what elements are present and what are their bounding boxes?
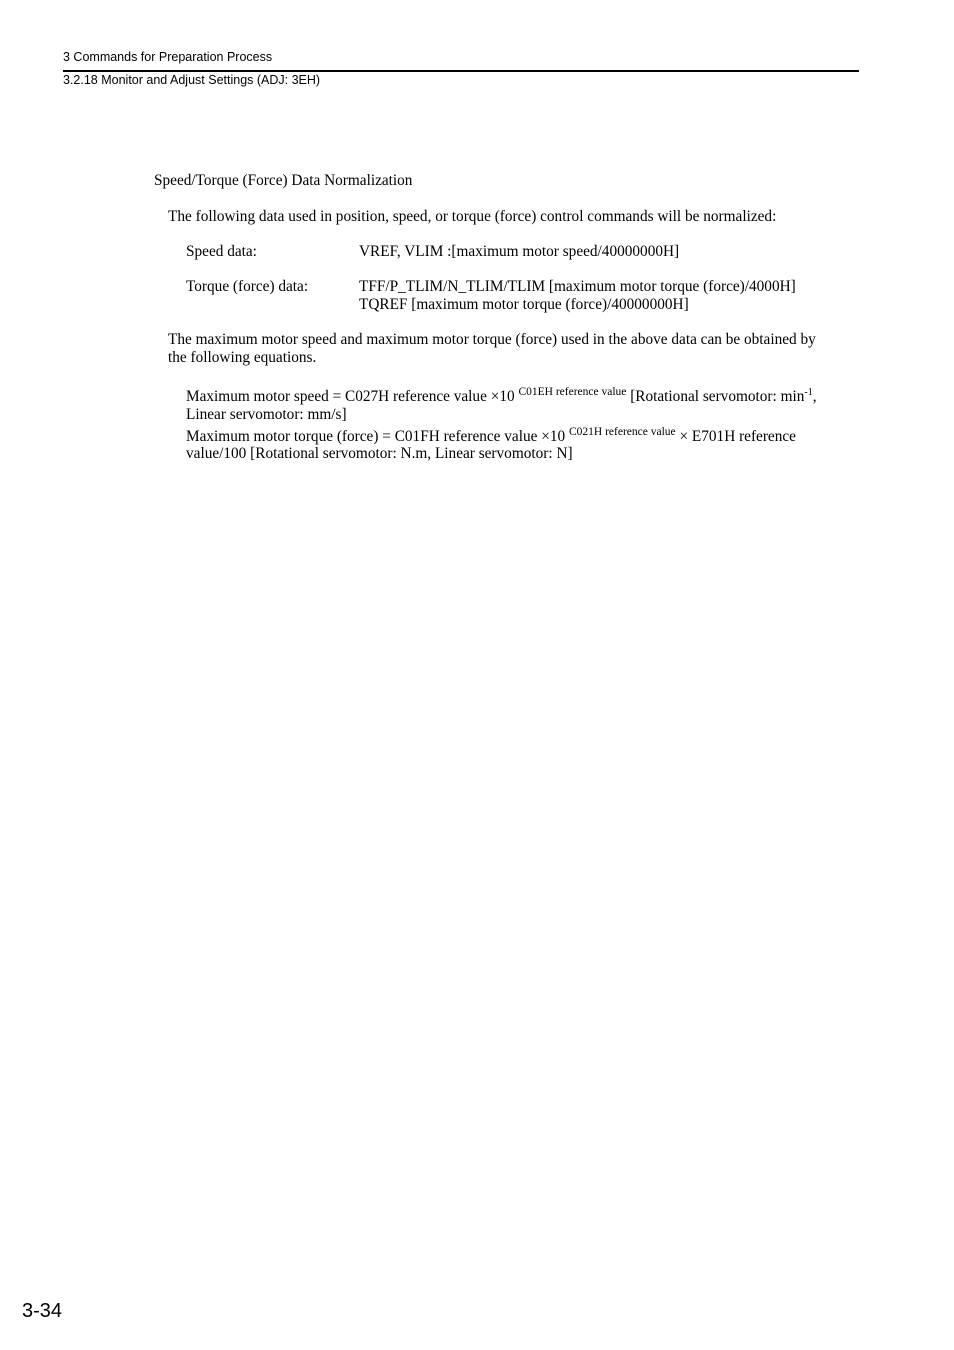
torque-equation-tail: × E701H reference — [675, 428, 796, 445]
speed-equation-exponent: C01EH reference value — [518, 386, 627, 398]
page-number: 3-34 — [22, 1300, 63, 1322]
torque-equation-exponent: C021H reference value — [569, 426, 676, 438]
speed-equation-line-1 — [186, 388, 817, 408]
torque-data-label: Torque (force) data: — [186, 278, 309, 295]
intro-paragraph: The following data used in position, speed, or torque (force) control commands will be normalized: — [168, 208, 777, 225]
speed-equation-unit-exponent: -1 — [804, 387, 813, 398]
speed-data-value: VREF, VLIM :[maximum motor speed/40000000H] — [359, 243, 680, 260]
speed-data-label: Speed data: — [186, 243, 257, 260]
torque-equation-base: Maximum motor torque (force) = C01FH reference value ×10 — [186, 428, 566, 445]
speed-equation-line-2: Linear servomotor: mm/s] — [186, 406, 347, 423]
header-chapter: 3 Commands for Preparation Process — [63, 50, 273, 64]
header-rule — [63, 70, 859, 72]
torque-equation-line-2: value/100 [Rotational servomotor: N.m, Linear servomotor: N] — [186, 445, 573, 462]
header-section: 3.2.18 Monitor and Adjust Settings (ADJ: 3EH) — [63, 73, 321, 87]
torque-data-value-2: TQREF [maximum motor torque (force)/40000000H] — [359, 296, 689, 313]
speed-equation-unit-end: , — [812, 388, 817, 405]
equations-intro-line-1: The maximum motor speed and maximum motor torque (force) used in the above data can be obtained by — [168, 331, 816, 348]
speed-equation-base: Maximum motor speed = C027H reference value ×10 — [186, 388, 515, 405]
torque-data-value-1: TFF/P_TLIM/N_TLIM/TLIM [maximum motor torque (force)/4000H] — [359, 278, 796, 295]
equations-intro-line-2: the following equations. — [168, 349, 317, 366]
speed-equation-unit: [Rotational servomotor: min — [626, 388, 805, 405]
section-heading: Speed/Torque (Force) Data Normalization — [154, 172, 413, 189]
